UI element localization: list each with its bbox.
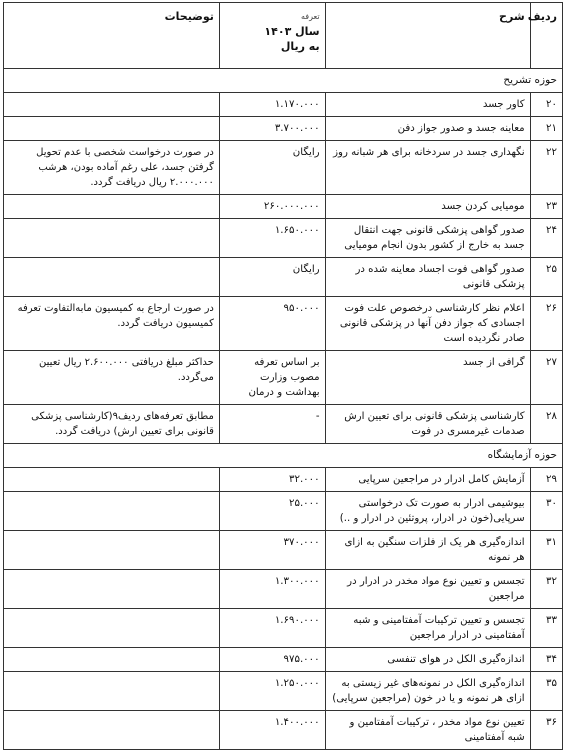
row-explanation	[4, 672, 220, 711]
row-number: ۳۰	[530, 492, 562, 531]
row-explanation	[4, 117, 220, 141]
row-number: ۲۶	[530, 297, 562, 351]
header-description: شرح	[325, 3, 530, 69]
row-description: صدور گواهی پزشکی قانونی جهت انتقال جسد به خارج از کشور بدون انجام مومیایی	[325, 219, 530, 258]
tariff-table	[3, 2, 563, 750]
row-number: ۲۷	[530, 351, 562, 405]
row-description: صدور گواهی فوت اجساد معاینه شده در پزشکی قانونی	[325, 258, 530, 297]
row-number: ۳۳	[530, 609, 562, 648]
row-explanation	[4, 648, 220, 672]
row-number: ۲۲	[530, 141, 562, 195]
row-description: مومیایی کردن جسد	[325, 195, 530, 219]
section-row-autopsy	[4, 69, 563, 93]
row-tariff: ۱.۲۵۰.۰۰۰	[219, 672, 325, 711]
table-header-row	[4, 3, 563, 69]
row-explanation	[4, 258, 220, 297]
row-tariff: رایگان	[219, 141, 325, 195]
row-tariff: ۱.۳۰۰.۰۰۰	[219, 570, 325, 609]
row-tariff: ۳۲.۰۰۰	[219, 468, 325, 492]
row-number: ۲۸	[530, 405, 562, 444]
row-explanation: در صورت ارجاع به کمیسیون مابه‌التفاوت تعرفه کمیسیون دریافت گردد.	[4, 297, 220, 351]
row-explanation	[4, 609, 220, 648]
row-description: تجسس و تعیین ترکیبات آمفتامینی و شبه آمفتامینی در ادرار مراجعین	[325, 609, 530, 648]
row-number: ۲۰	[530, 93, 562, 117]
header-tariff-year: سال ۱۴۰۳	[264, 25, 320, 38]
row-tariff: ۹۷۵.۰۰۰	[219, 648, 325, 672]
row-description: تعیین نوع مواد مخدر ، ترکیبات آمفتامین و شبه آمفتامینی	[325, 711, 530, 750]
table-row	[4, 258, 563, 297]
row-explanation: مطابق تعرفه‌های ردیف۹(کارشناسی پزشکی قانونی برای تعیین ارش) دریافت گردد.	[4, 405, 220, 444]
row-description: آزمایش کامل ادرار در مراجعین سرپایی	[325, 468, 530, 492]
header-tariff-unit: به ریال	[280, 40, 320, 53]
row-number: ۲۳	[530, 195, 562, 219]
table-row	[4, 297, 563, 351]
row-description: معاینه جسد و صدور جواز دفن	[325, 117, 530, 141]
header-tariff-small: تعرفه	[300, 12, 320, 21]
header-tariff	[219, 3, 325, 69]
row-number: ۳۶	[530, 711, 562, 750]
row-explanation	[4, 531, 220, 570]
row-description: بیوشیمی ادرار به صورت تک درخواستی سرپایی(خون در ادرار، پروتئین در ادرار و ..)	[325, 492, 530, 531]
header-row-no: ردیف	[530, 3, 562, 69]
section-title: حوزه تشریح	[4, 69, 563, 93]
row-tariff: ۳۷۰.۰۰۰	[219, 531, 325, 570]
row-tariff: ۱.۶۵۰.۰۰۰	[219, 219, 325, 258]
row-explanation	[4, 93, 220, 117]
row-tariff: ۲۶۰.۰۰۰.۰۰۰	[219, 195, 325, 219]
row-description: اندازه‌گیری الکل در هوای تنفسی	[325, 648, 530, 672]
row-number: ۳۲	[530, 570, 562, 609]
row-description: اعلام نظر کارشناسی درخصوص علت فوت اجسادی که جواز دفن آنها در پزشکی قانونی صادر نگردیده است	[325, 297, 530, 351]
row-description: گرافی از جسد	[325, 351, 530, 405]
table-body	[4, 69, 563, 750]
table-row	[4, 141, 563, 195]
row-tariff: رایگان	[219, 258, 325, 297]
row-explanation	[4, 195, 220, 219]
row-number: ۲۹	[530, 468, 562, 492]
tariff-page	[3, 2, 563, 750]
table-row	[4, 219, 563, 258]
table-row	[4, 711, 563, 750]
table-row	[4, 117, 563, 141]
row-description: نگهداری جسد در سردخانه برای هر شبانه روز	[325, 141, 530, 195]
row-tariff: ۲۵.۰۰۰	[219, 492, 325, 531]
row-tariff: ۹۵۰.۰۰۰	[219, 297, 325, 351]
row-description: کارشناسی پزشکی قانونی برای تعیین ارش صدمات غیرمسری در فوت	[325, 405, 530, 444]
table-row	[4, 648, 563, 672]
row-tariff: -	[219, 405, 325, 444]
section-row-lab	[4, 444, 563, 468]
table-row	[4, 351, 563, 405]
row-explanation	[4, 219, 220, 258]
row-number: ۲۵	[530, 258, 562, 297]
row-explanation	[4, 570, 220, 609]
table-row	[4, 93, 563, 117]
row-tariff: ۱.۱۷۰.۰۰۰	[219, 93, 325, 117]
table-row	[4, 195, 563, 219]
row-tariff: بر اساس تعرفه مصوب وزارت بهداشت و درمان	[219, 351, 325, 405]
table-row	[4, 468, 563, 492]
row-explanation	[4, 492, 220, 531]
row-tariff: ۱.۴۰۰.۰۰۰	[219, 711, 325, 750]
row-explanation	[4, 468, 220, 492]
table-row	[4, 609, 563, 648]
table-row	[4, 492, 563, 531]
table-row	[4, 570, 563, 609]
table-row	[4, 672, 563, 711]
row-description: اندازه‌گیری الکل در نمونه‌های غیر زیستی به ازای هر نمونه و یا در خون (مراجعین سرپایی)	[325, 672, 530, 711]
row-number: ۳۴	[530, 648, 562, 672]
row-number: ۲۴	[530, 219, 562, 258]
row-explanation: در صورت درخواست شخصی با عدم تحویل گرفتن جسد، علی رغم آماده بودن، هرشب ۲.۰۰۰.۰۰۰ ریال دریافت گردد.	[4, 141, 220, 195]
row-number: ۳۵	[530, 672, 562, 711]
row-tariff: ۱.۶۹۰.۰۰۰	[219, 609, 325, 648]
row-number: ۳۱	[530, 531, 562, 570]
table-row	[4, 531, 563, 570]
row-description: اندازه‌گیری هر یک از فلزات سنگین به ازای هر نمونه	[325, 531, 530, 570]
row-explanation: حداکثر مبلغ دریافتی ۲.۶۰۰.۰۰۰ ریال تعیین می‌گردد.	[4, 351, 220, 405]
table-row	[4, 405, 563, 444]
header-explanations: توضیحات	[4, 3, 220, 69]
row-description: تجسس و تعیین نوع مواد مخدر در ادرار در مراجعین	[325, 570, 530, 609]
row-explanation	[4, 711, 220, 750]
section-title: حوزه آزمایشگاه	[4, 444, 563, 468]
row-number: ۲۱	[530, 117, 562, 141]
row-tariff: ۳.۷۰۰.۰۰۰	[219, 117, 325, 141]
row-description: کاور جسد	[325, 93, 530, 117]
